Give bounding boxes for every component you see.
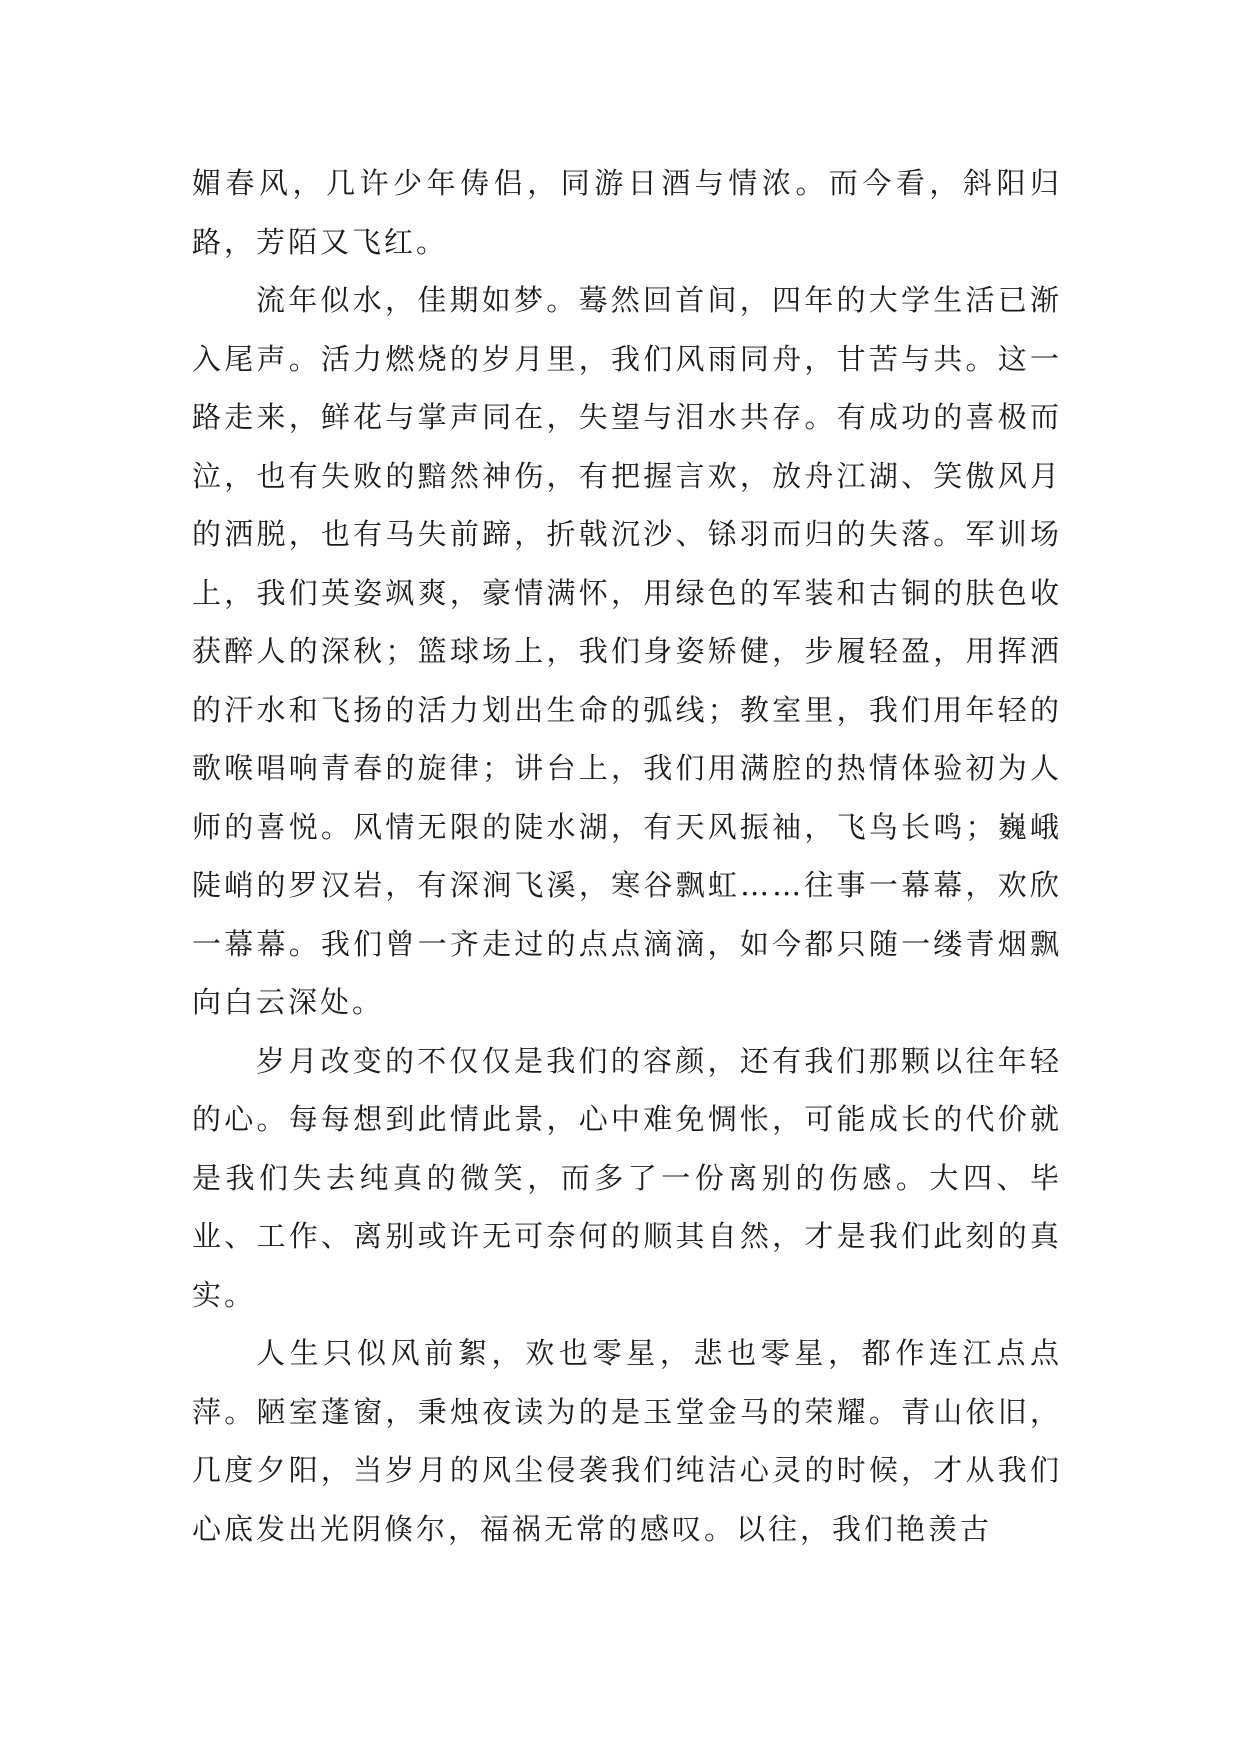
paragraph-1: 媚春风，几许少年俦侣，同游日酒与情浓。而今看，斜阳归路，芳陌又飞红。: [192, 166, 1062, 259]
paragraph-3: 岁月改变的不仅仅是我们的容颜，还有我们那颗以往年轻的心。每每想到此情此景，心中难免惆怅，可能成长的代价就是我们失去纯真的微笑，而多了一份离别的伤感。大四、毕业、工作、离别或许无可奈何的顺其自然，才是我们此刻的真实。: [192, 1043, 1062, 1312]
paragraph-4: 人生只似风前絮，欢也零星，悲也零星，都作连江点点萍。陋室蓬窗，秉烛夜读为的是玉堂金马的荣耀。青山依旧，几度夕阳，当岁月的风尘侵袭我们纯洁心灵的时候，才从我们心底发出光阴倏尔，福祸无常的感叹。以往，我们艳羡古: [192, 1336, 1062, 1546]
body-text: [192, 154, 1062, 1558]
paragraph-2: 流年似水，佳期如梦。蓦然回首间，四年的大学生活已渐入尾声。活力燃烧的岁月里，我们风雨同舟，甘苦与共。这一路走来，鲜花与掌声同在，失望与泪水共存。有成功的喜极而泣，也有失败的黯然神伤，有把握言欢，放舟江湖、笑傲风月的洒脱，也有马失前蹄，折戟沉沙、铩羽而归的失落。军训场上，我们英姿飒爽，豪情满怀，用绿色的军装和古铜的肤色收获醉人的深秋；篮球场上，我们身姿矫健，步履轻盈，用挥洒的汗水和飞扬的活力划出生命的弧线；教室里，我们用年轻的歌喉唱响青春的旋律；讲台上，我们用满腔的热情体验初为人师的喜悦。风情无限的陡水湖，有天风振袖，飞鸟长鸣；巍峨陡峭的罗汉岩，有深涧飞溪，寒谷飘虹……往事一幕幕，欢欣一幕幕。我们曾一齐走过的点点滴滴，如今都只随一缕青烟飘向白云深处。: [192, 283, 1062, 1019]
